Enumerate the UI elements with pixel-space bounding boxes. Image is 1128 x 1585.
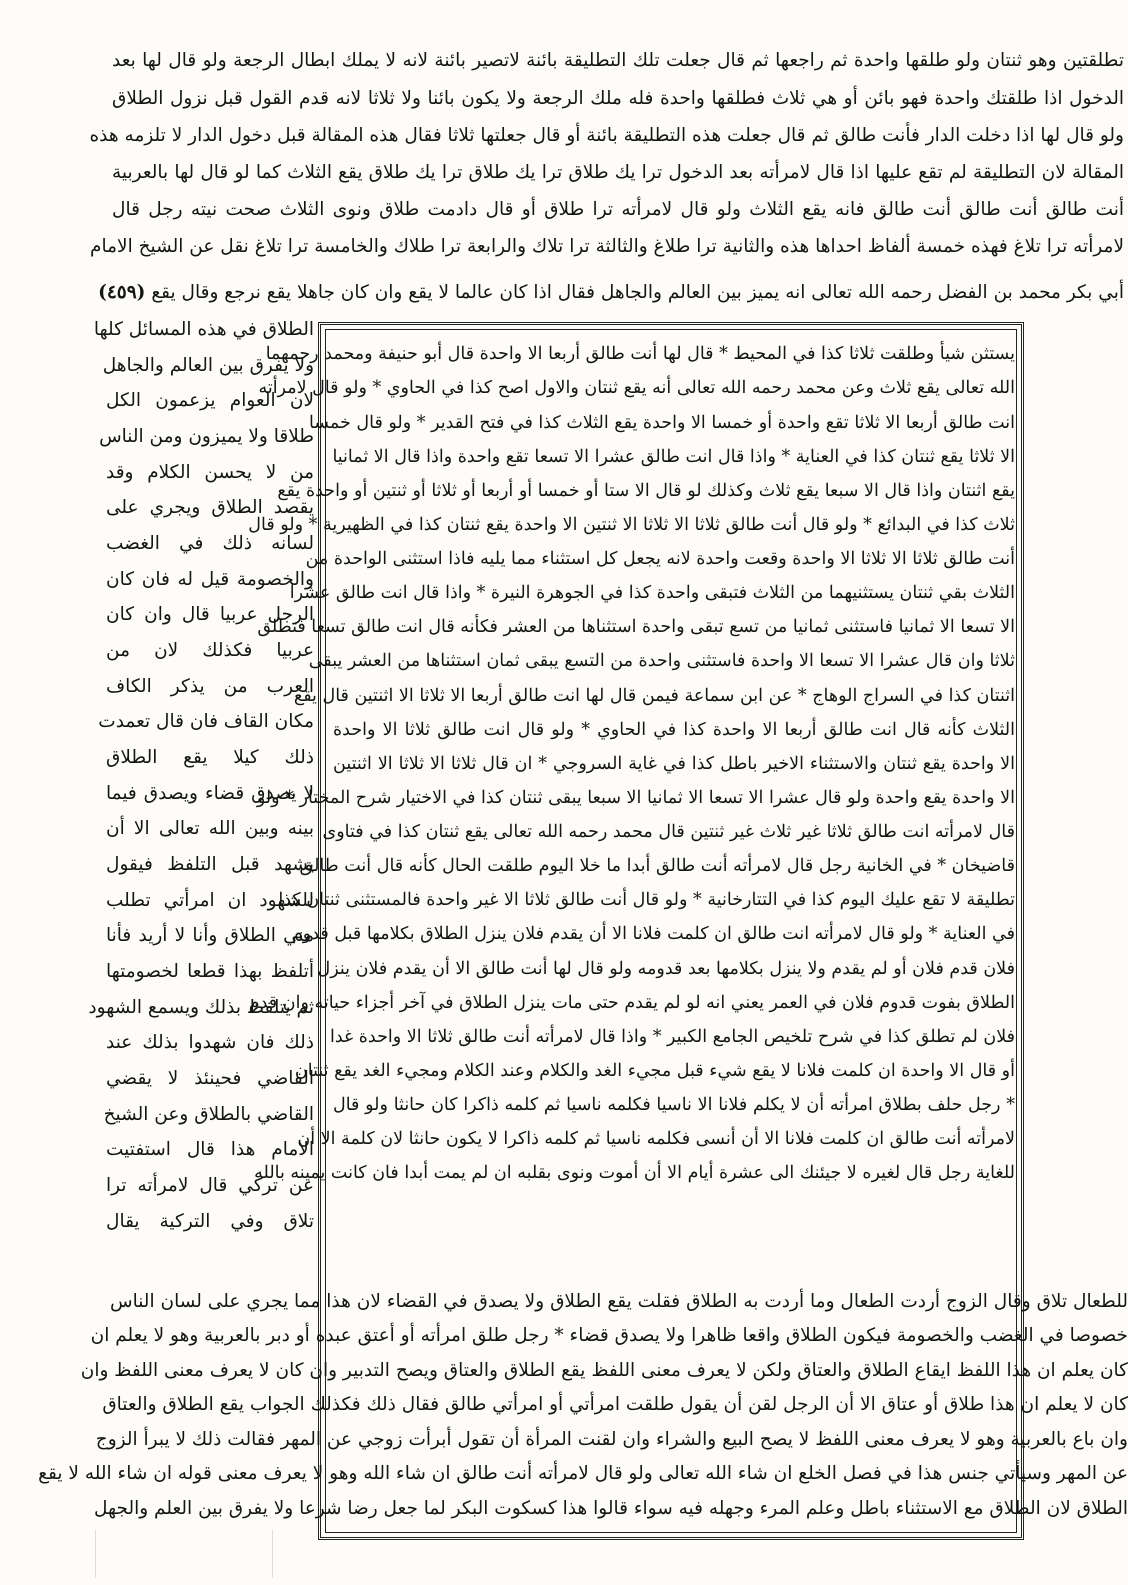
- page-number: (٤٥٩): [98, 282, 146, 303]
- main-line: في العناية * ولو قال لامرأته انت طالق ان كلمت فلانا الا أن يقدم فلان ينزل الطلاق بكلامها قبل قدوم: [291, 924, 1015, 944]
- scan-edge-mark: [95, 1530, 96, 1578]
- main-line: قاضيخان * في الخانية رجل قال لامرأته أنت طالق أبدا ما خلا اليوم طلقت الحال كأنه قال أنت طالق: [299, 856, 1015, 876]
- side-line: الطلاق في هذه المسائل كلها: [93, 319, 314, 340]
- main-line: الا ثلاثا يقع ثنتان كذا في العناية * واذا قال انت طالق عشرا الا تسعا تقع واحدة واذا قال الا ثمانيا: [332, 447, 1015, 467]
- bottom-line: عن المهر وسيأتي جنس هذا في فصل الخلع ان شاء الله تعالى ولو قال لامرأته أنت طالق ان شاء الله وهو لا يعرف معنى قوله ان شاء الله لا يقع: [38, 1463, 1128, 1484]
- side-line: يقصد الطلاق ويجري على: [106, 497, 314, 518]
- top-line: لامرأته ترا تلاغ فهذه خمسة ألفاظ احداها هذه والثانية ترا طلاغ والثالثة ترا تلاك والرابعة ترا طلاك والخامسة ترا تلاغ نقل عن الشيخ الامام: [90, 236, 1124, 257]
- main-line: قال لامرأته انت طالق ثلاثا غير ثلاث غير ثنتين قال محمد رحمه الله تعالى يقع ثنتان كذا في فتاوى: [322, 822, 1015, 842]
- side-line: القاضي بالطلاق وعن الشيخ: [103, 1104, 314, 1125]
- side-line: الامام هذا قال استفتيت: [106, 1139, 314, 1160]
- main-line: فلان قدم فلان أو لم يقدم ولا ينزل بكلامها بعد قدومه ولو قال لها أنت طالق الا أن يقدم فلان ينزل: [317, 959, 1015, 979]
- side-line: لا يصدق قضاء ويصدق فيما: [106, 783, 314, 804]
- top-line: ولو قال لها اذا دخلت الدار فأنت طالق ثم قال جعلت هذه التطليقة بائنة أو قال جعلتها ثلاثا فقال هذه المقالة قبل دخول الدار لا تلزمه هذه: [89, 125, 1124, 146]
- side-line: ذلك كيلا يقع الطلاق: [106, 747, 314, 768]
- side-line: أتلفظ بهذا قطعا لخصومتها: [106, 961, 314, 982]
- side-line: والخصومة قيل له فان كان: [106, 569, 314, 590]
- side-line: من لا يحسن الكلام وقد: [106, 462, 314, 483]
- main-line: لامرأته أنت طالق ان كلمت فلانا الا أن أنسى فكلمه ناسيا ثم كلمه ذاكرا لا يكون حانثا لان كلمة الا أن: [297, 1129, 1015, 1149]
- side-line: ولا يفرق بين العالم والجاهل: [102, 355, 314, 376]
- bottom-line: خصوصا في الغضب والخصومة فيكون الطلاق واقعا ظاهرا ولا يصدق قضاء * رجل طلق امرأته أو أعتق عبده أو دبر بالعربية وهو لا يعلم ان: [90, 1325, 1128, 1346]
- main-line: أنت طالق ثلاثا الا ثلاثا الا واحدة وقعت واحدة لانه يجعل كل استثناء مما يليه فاذا استثنى الواحدة من: [305, 549, 1015, 569]
- main-line: اثنتان كذا في السراج الوهاج * عن ابن سماعة فيمن قال لها انت طالق أربعا الا ثلاثا الا اثنتين قال يقع: [293, 686, 1015, 706]
- side-line: مني الطلاق وأنا لا أريد فأنا: [106, 925, 314, 946]
- main-line: انت طالق أربعا الا ثلاثا تقع واحدة أو خمسا الا واحدة يقع الثلاث كذا في فتح القدير * ولو قال خمسا: [308, 413, 1015, 433]
- side-line: العرب من يذكر الكاف: [106, 676, 314, 697]
- side-line: لسانه ذلك في الغضب: [106, 533, 314, 554]
- main-line: فلان لم تطلق كذا في شرح تلخيص الجامع الكبير * واذا قال لامرأته أنت طالق ثلاثا الا واحدة غدا: [330, 1027, 1015, 1047]
- side-line: يشهد قبل التلفظ فيقول: [106, 854, 314, 875]
- side-line: القاضي فحينئذ لا يقضي: [106, 1068, 314, 1089]
- side-line: عربيا فكذلك لان من: [106, 640, 314, 661]
- side-line: لان العوام يزعمون الكل: [106, 390, 314, 411]
- bottom-line: للطعال تلاق وقال الزوج أردت الطعال وما أردت به الطلاق فقلت يقع الطلاق ولا يصدق في القضاء لان هذا مما يجري على لسان الناس: [110, 1291, 1128, 1312]
- scan-edge-mark: [272, 1530, 273, 1578]
- main-line: الا واحدة يقع ثنتان والاستثناء الاخير باطل كذا في غاية السروجي * ان قال ثلاثا الا ثلاثا الا اثنتين: [333, 754, 1015, 774]
- main-line: * رجل حلف بطلاق امرأته أن لا يكلم فلانا الا ناسيا فكلمه ناسيا ثم كلمه ذاكرا كان حانثا ولو قال: [333, 1095, 1015, 1115]
- main-line: الثلاث كأنه قال انت طالق أربعا الا واحدة كذا في الحاوي * ولو قال انت طالق ثلاثا الا واحدة: [333, 720, 1015, 740]
- main-line: الا واحدة يقع واحدة ولو قال عشرا الا تسعا الا ثمانيا الا سبعا يبقى ثنتان كذا في الاختيار شرح المختار * ولو: [256, 788, 1015, 808]
- side-line: ثم يتلفظ بذلك ويسمع الشهود: [88, 997, 314, 1018]
- top-line: تطلقتين وهو ثنتان ولو طلقها واحدة ثم راجعها ثم قال جعلت تلك التطليقة بائنة لاتصير بائنة لانه لا يملك ابطال الرجعة ولو قال لها بعد: [112, 50, 1124, 71]
- main-line: الا تسعا الا ثمانيا فاستثنى ثمانيا من تسع تبقى واحدة استثناها من العشر فكأنه قال انت طالق تسعا فتطلق: [257, 617, 1015, 637]
- main-line: الله تعالى يقع ثلاث وعن محمد رحمه الله تعالى أنه يقع ثنتان والاول اصح كذا في الحاوي * ولو قال لامرأته: [258, 378, 1015, 398]
- main-line: للغاية رجل قال لغيره لا جيئنك الى عشرة أيام الا أن أموت ونوى بقلبه ان لم يمت أبدا فان كانت يمينه بالله: [254, 1163, 1015, 1183]
- side-line: بينه وبين الله تعالى الا أن: [106, 818, 314, 839]
- main-line: ثلاثا وان قال عشرا الا تسعا الا واحدة فاستثنى واحدة من التسع يبقى ثمان استثناها من العشر يبقى: [308, 651, 1015, 671]
- bottom-line: كان يعلم ان هذا اللفظ ايقاع الطلاق والعتاق ولكن لا يعرف معنى اللفظ يقع الطلاق والعتاق ويصح التدبير وان كان لا يعرف معنى اللفظ وان: [80, 1360, 1128, 1381]
- bottom-line: كان لا يعلم ان هذا طلاق أو عتاق الا أن الرجل لقن أن يقول طلقت امرأتي أو امرأتي طالق فقال ذلك فكذلك الجواب يقع الطلاق والعتاق: [102, 1394, 1128, 1415]
- side-line: تلاق وفي التركية يقال: [106, 1211, 314, 1232]
- main-line: أو قال الا واحدة ان كلمت فلانا لا يقع شيء قبل مجيء الغد والكلام وعند الكلام ومجيء الغد يقع ثنتان: [294, 1061, 1015, 1081]
- main-line: ثلاث كذا في البدائع * ولو قال أنت طالق ثلاثا الا ثلاثا الا ثنتين الا واحدة يقع ثنتان كذا في الظهيرية * ولو قال: [248, 515, 1015, 535]
- top-line-text: أبي بكر محمد بن الفضل رحمه الله تعالى انه يميز بين العالم والجاهل فقال اذا كان عالما لا يقع وان كان جاهلا يقع نرجع وقال يقع: [151, 282, 1124, 303]
- top-line: أنت طالق أنت طالق أنت طالق فانه يقع الثلاث ولو قال لامرأته ترا طلاق أو قال دادمت طلاق ونوى الثلاث صحت نيته رجل قال: [112, 199, 1124, 220]
- side-line: طلاقا ولا يميزون ومن الناس: [99, 426, 314, 447]
- main-line: يقع اثنتان واذا قال الا سبعا يقع ثلاث وكذلك لو قال الا ستا أو خمسا أو أربعا أو ثلاثا أو ثنتين أو واحدة يقع: [277, 481, 1015, 501]
- side-line: مكان القاف فان قال تعمدت: [98, 711, 314, 732]
- side-line: للشهود ان امرأتي تطلب: [106, 890, 314, 911]
- side-line: ذلك فان شهدوا بذلك عند: [106, 1032, 314, 1053]
- main-line: تطليقة لا تقع عليك اليوم كذا في التتارخانية * ولو قال أنت طالق ثلاثا الا غير واحدة فالمستثنى ثنتان كذا: [278, 890, 1015, 910]
- main-line: الثلاث بقي ثنتان يستثنيهما من الثلاث فتبقى واحدة كذا في الجوهرة النيرة * واذا قال انت طالق عشرا: [289, 583, 1015, 603]
- side-line: عن تركي قال لامرأته ترا: [106, 1175, 314, 1196]
- top-line: الدخول اذا طلقتك واحدة فهو بائن أو هي ثلاث فطلقها واحدة فله ملك الرجعة ولا يكون بائنا ولا ثلاثا لانه قدم القول قبل نزول الطلاق: [112, 88, 1124, 109]
- top-line: المقالة لان التطليقة لم تقع عليها اذا قال لامرأته بعد الدخول ترا يك طلاق ترا يك طلاق ترا يك طلاق يقع الثلاث كما لو قال لها بالعربية: [112, 162, 1124, 183]
- side-line: الرجل عربيا قال وان كان: [106, 604, 314, 625]
- main-line: الطلاق بفوت قدوم فلان في العمر يعني انه لو لم يقدم حتى مات ينزل الطلاق في آخر أجزاء حياته وان قدم: [248, 993, 1015, 1013]
- bottom-line: الطلاق لان الطلاق مع الاستثناء باطل وعلم المرء وجهله فيه سواء قالوا هذا كسكوت البكر لما جعل رضا شرعا ولا يفرق بين العلم والجهل: [93, 1498, 1128, 1519]
- top-line: [98, 276, 1124, 310]
- bottom-line: وان باع بالعربية وهو لا يعرف معنى اللفظ لا يصح البيع والشراء وان لقنت المرأة أن تقول أبرأت زوجي عن المهر فقالت ذلك لا يبرأ الزوج: [95, 1429, 1128, 1450]
- main-line: يستثن شيأ وطلقت ثلاثا كذا في المحيط * قال لها أنت طالق أربعا الا واحدة قال أبو حنيفة ومحمد رحمهما: [265, 344, 1015, 364]
